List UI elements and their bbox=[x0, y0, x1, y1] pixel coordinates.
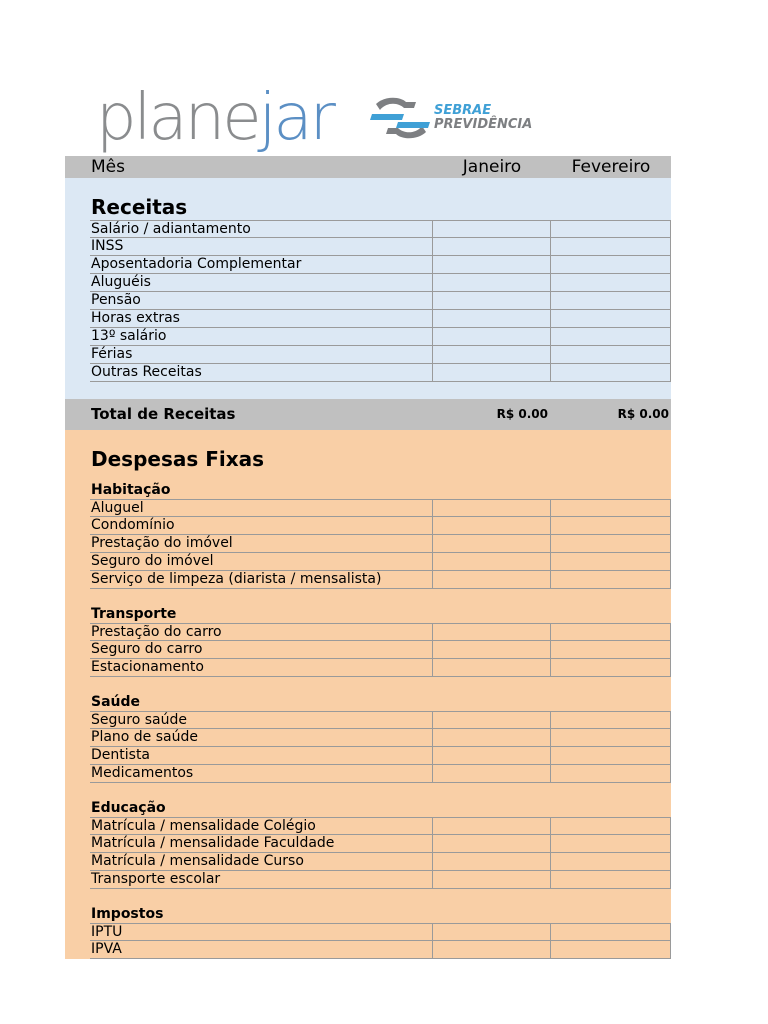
cell-january[interactable] bbox=[432, 327, 550, 345]
row-label-medicamentos: Medicamentos bbox=[91, 765, 194, 781]
row-label-dentista: Dentista bbox=[91, 747, 151, 763]
planejar-logo-prefix: plane bbox=[96, 81, 259, 155]
cell-february[interactable] bbox=[550, 291, 671, 309]
table-row bbox=[90, 765, 671, 783]
cell-february[interactable] bbox=[550, 221, 671, 238]
group-rows bbox=[65, 623, 671, 677]
expense-group-transporte bbox=[65, 606, 671, 694]
cell-january[interactable] bbox=[432, 746, 550, 764]
cell-january[interactable] bbox=[432, 237, 550, 255]
cell-february[interactable] bbox=[550, 500, 671, 517]
row-label-13-salario: 13º salário bbox=[91, 328, 167, 344]
cell-february[interactable] bbox=[550, 516, 671, 534]
table-row bbox=[90, 923, 671, 941]
table-row bbox=[90, 517, 671, 535]
logo-area bbox=[96, 82, 556, 154]
cell-february[interactable] bbox=[550, 870, 671, 888]
budget-sheet bbox=[65, 156, 671, 959]
row-label-seguro-do-imovel: Seguro do imóvel bbox=[91, 553, 214, 569]
cell-february[interactable] bbox=[550, 309, 671, 327]
row-label-aposentadoria-complementar: Aposentadoria Complementar bbox=[91, 256, 302, 272]
cell-january[interactable] bbox=[432, 764, 550, 782]
cell-january[interactable] bbox=[432, 870, 550, 888]
cell-january[interactable] bbox=[432, 940, 550, 958]
table-row bbox=[90, 817, 671, 835]
cell-february[interactable] bbox=[550, 658, 671, 676]
table-row bbox=[90, 623, 671, 641]
cell-january[interactable] bbox=[432, 834, 550, 852]
row-label-pensao: Pensão bbox=[91, 292, 141, 308]
cell-january[interactable] bbox=[432, 273, 550, 291]
table-row bbox=[90, 256, 671, 274]
cell-february[interactable] bbox=[550, 852, 671, 870]
sebrae-previdencia-logo-icon bbox=[370, 94, 432, 142]
cell-february[interactable] bbox=[550, 570, 671, 588]
row-label-condominio: Condomínio bbox=[91, 517, 175, 533]
total-receitas-row bbox=[65, 399, 671, 430]
cell-january[interactable] bbox=[432, 640, 550, 658]
cell-january[interactable] bbox=[432, 570, 550, 588]
month-column-february: Fevereiro bbox=[571, 157, 651, 177]
table-row bbox=[90, 571, 671, 589]
cell-january[interactable] bbox=[432, 624, 550, 641]
planejar-logo bbox=[96, 82, 333, 154]
table-row bbox=[90, 238, 671, 256]
cell-february[interactable] bbox=[550, 624, 671, 641]
month-header-row bbox=[65, 156, 671, 178]
row-label-plano-de-saude: Plano de saúde bbox=[91, 729, 198, 745]
table-row bbox=[90, 835, 671, 853]
table-row bbox=[90, 711, 671, 729]
table-row bbox=[90, 328, 671, 346]
month-header-label: Mês bbox=[91, 157, 125, 177]
group-rows bbox=[65, 817, 671, 889]
table-row bbox=[90, 535, 671, 553]
row-label-seguro-do-carro: Seguro do carro bbox=[91, 641, 203, 657]
cell-january[interactable] bbox=[432, 658, 550, 676]
row-label-seguro-saude: Seguro saúde bbox=[91, 712, 187, 728]
group-title-transporte: Transporte bbox=[91, 606, 177, 622]
cell-january[interactable] bbox=[432, 818, 550, 835]
table-row bbox=[90, 659, 671, 677]
cell-january[interactable] bbox=[432, 221, 550, 238]
group-title-educacao: Educação bbox=[91, 800, 166, 816]
row-label-matricula-mensalidade-faculdade: Matrícula / mensalidade Faculdade bbox=[91, 835, 335, 851]
previdencia-text: PREVIDÊNCIA bbox=[434, 117, 533, 132]
cell-january[interactable] bbox=[432, 309, 550, 327]
expense-group-impostos bbox=[65, 906, 671, 959]
cell-january[interactable] bbox=[432, 924, 550, 941]
table-row bbox=[90, 220, 671, 238]
table-row bbox=[90, 346, 671, 364]
cell-january[interactable] bbox=[432, 712, 550, 729]
table-row bbox=[90, 853, 671, 871]
cell-january[interactable] bbox=[432, 852, 550, 870]
cell-january[interactable] bbox=[432, 728, 550, 746]
cell-february[interactable] bbox=[550, 728, 671, 746]
group-title-saude: Saúde bbox=[91, 694, 141, 710]
cell-january[interactable] bbox=[432, 534, 550, 552]
row-label-horas-extras: Horas extras bbox=[91, 310, 180, 326]
month-column-january: Janeiro bbox=[462, 157, 522, 177]
row-label-prestacao-do-imovel: Prestação do imóvel bbox=[91, 535, 233, 551]
cell-february[interactable] bbox=[550, 327, 671, 345]
despesas-groups bbox=[65, 482, 671, 959]
row-label-aluguel: Aluguel bbox=[91, 500, 144, 516]
cell-february[interactable] bbox=[550, 818, 671, 835]
cell-february[interactable] bbox=[550, 237, 671, 255]
total-receitas-january: R$ 0.00 bbox=[496, 407, 548, 421]
expense-group-saude bbox=[65, 694, 671, 800]
cell-january[interactable] bbox=[432, 345, 550, 363]
sebrae-text: SEBRAE bbox=[434, 103, 492, 118]
sebrae-previdencia-wordmark bbox=[434, 104, 532, 132]
receitas-section bbox=[65, 178, 671, 399]
table-row bbox=[90, 310, 671, 328]
despesas-fixas-section bbox=[65, 430, 671, 959]
row-label-ipva: IPVA bbox=[91, 941, 122, 957]
group-rows bbox=[65, 499, 671, 589]
group-rows bbox=[65, 711, 671, 783]
cell-february[interactable] bbox=[550, 255, 671, 273]
cell-february[interactable] bbox=[550, 746, 671, 764]
table-row bbox=[90, 941, 671, 959]
table-row bbox=[90, 729, 671, 747]
table-row bbox=[90, 747, 671, 765]
despesas-fixas-title: Despesas Fixas bbox=[91, 447, 265, 471]
cell-february[interactable] bbox=[550, 834, 671, 852]
receitas-rows bbox=[65, 220, 671, 382]
expense-group-habitacao bbox=[65, 482, 671, 606]
cell-february[interactable] bbox=[550, 640, 671, 658]
group-rows bbox=[65, 923, 671, 959]
total-receitas-label: Total de Receitas bbox=[91, 405, 236, 423]
planejar-logo-accent: jar bbox=[258, 81, 333, 155]
cell-january[interactable] bbox=[432, 255, 550, 273]
receitas-title: Receitas bbox=[91, 195, 188, 219]
row-label-prestacao-do-carro: Prestação do carro bbox=[91, 624, 222, 640]
cell-february[interactable] bbox=[550, 345, 671, 363]
cell-january[interactable] bbox=[432, 552, 550, 570]
cell-february[interactable] bbox=[550, 363, 671, 381]
cell-january[interactable] bbox=[432, 363, 550, 381]
expense-group-educacao bbox=[65, 800, 671, 906]
row-label-inss: INSS bbox=[91, 238, 124, 254]
group-title-habitacao: Habitação bbox=[91, 482, 171, 498]
row-label-iptu: IPTU bbox=[91, 924, 123, 940]
table-row bbox=[90, 364, 671, 382]
group-title-impostos: Impostos bbox=[91, 906, 164, 922]
table-row bbox=[90, 641, 671, 659]
row-label-servico-de-limpeza-diarista-mensalista: Serviço de limpeza (diarista / mensalista) bbox=[91, 571, 382, 587]
row-label-matricula-mensalidade-curso: Matrícula / mensalidade Curso bbox=[91, 853, 304, 869]
row-label-estacionamento: Estacionamento bbox=[91, 659, 204, 675]
table-row bbox=[90, 499, 671, 517]
cell-february[interactable] bbox=[550, 552, 671, 570]
cell-february[interactable] bbox=[550, 273, 671, 291]
cell-february[interactable] bbox=[550, 712, 671, 729]
table-row bbox=[90, 274, 671, 292]
table-row bbox=[90, 292, 671, 310]
cell-february[interactable] bbox=[550, 924, 671, 941]
total-receitas-february: R$ 0.00 bbox=[617, 407, 669, 421]
cell-january[interactable] bbox=[432, 516, 550, 534]
cell-february[interactable] bbox=[550, 940, 671, 958]
row-label-salario-adiantamento: Salário / adiantamento bbox=[91, 221, 251, 237]
row-label-matricula-mensalidade-colegio: Matrícula / mensalidade Colégio bbox=[91, 818, 316, 834]
row-label-outras-receitas: Outras Receitas bbox=[91, 364, 202, 380]
row-label-transporte-escolar: Transporte escolar bbox=[91, 871, 221, 887]
cell-february[interactable] bbox=[550, 764, 671, 782]
cell-january[interactable] bbox=[432, 291, 550, 309]
cell-february[interactable] bbox=[550, 534, 671, 552]
row-label-alugueis: Aluguéis bbox=[91, 274, 151, 290]
cell-january[interactable] bbox=[432, 500, 550, 517]
row-label-ferias: Férias bbox=[91, 346, 133, 362]
table-row bbox=[90, 871, 671, 889]
table-row bbox=[90, 553, 671, 571]
